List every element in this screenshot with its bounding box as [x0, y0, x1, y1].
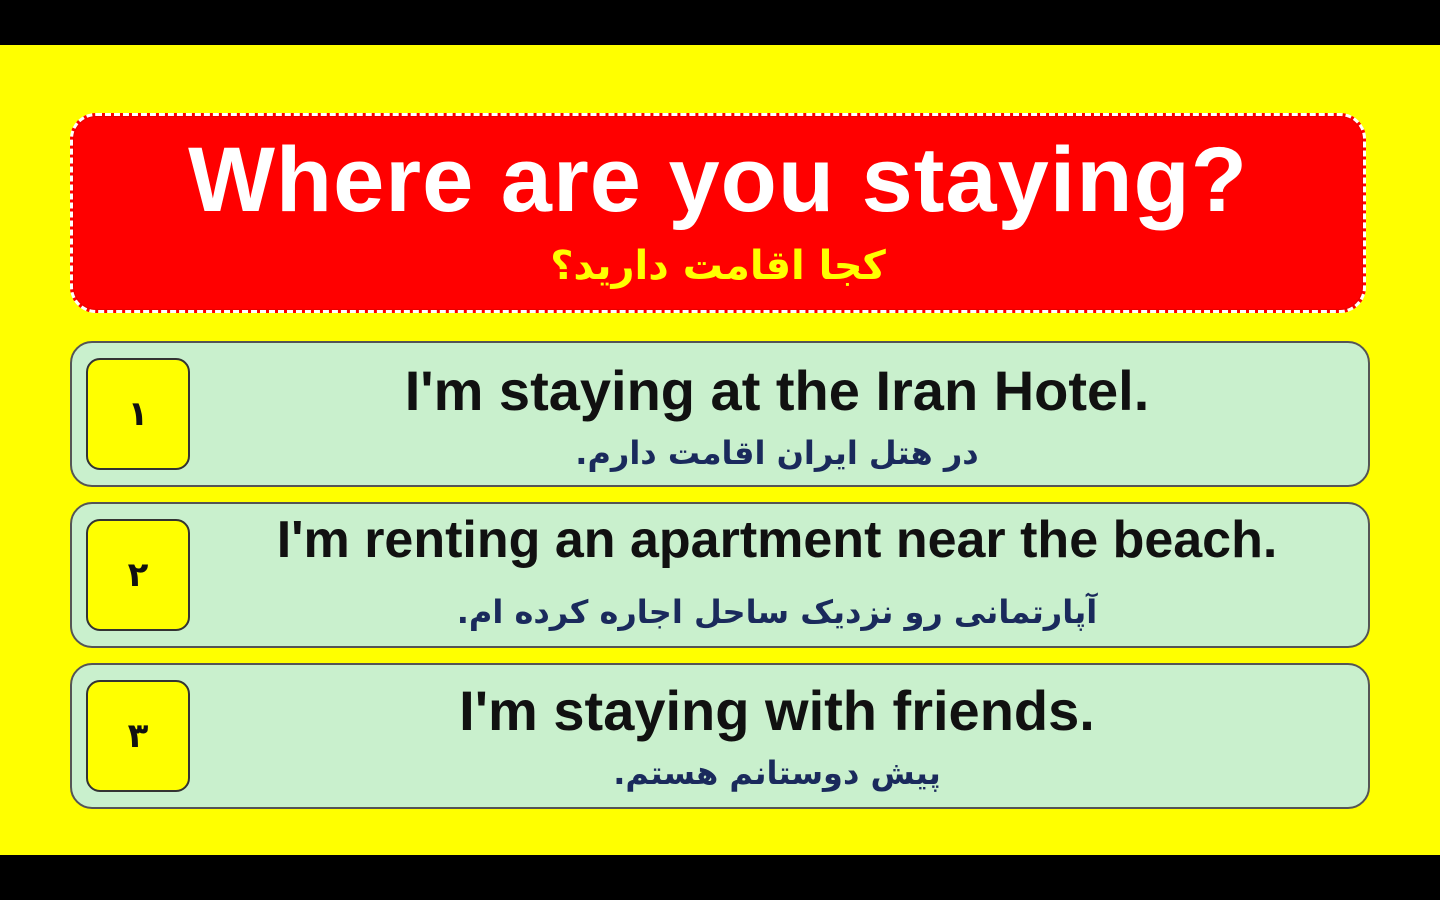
letterbox-bottom	[0, 855, 1440, 900]
title-banner	[70, 113, 1366, 313]
phrase-number-3: ۳	[86, 680, 190, 792]
phrase-number-1: ۱	[86, 358, 190, 470]
slide-canvas	[0, 45, 1440, 855]
letterbox-top	[0, 0, 1440, 45]
title-english: Where are you staying?	[188, 129, 1248, 231]
phrase-english-2: I'm renting an apartment near the beach.	[276, 511, 1278, 569]
title-persian: کجا اقامت دارید؟	[550, 243, 886, 289]
phrase-card-2	[70, 502, 1370, 648]
phrase-persian-1: در هتل ایران اقامت دارم.	[575, 434, 979, 472]
phrase-english-1: I'm staying at the Iran Hotel.	[404, 359, 1150, 422]
phrase-persian-2: آپارتمانی رو نزدیک ساحل اجاره کرده ام.	[456, 593, 1098, 631]
phrase-number-2: ۲	[86, 519, 190, 631]
phrase-english-3: I'm staying with friends.	[459, 679, 1095, 742]
phrase-persian-3: پیش دوستانم هستم.	[613, 754, 941, 792]
phrase-card-1	[70, 341, 1370, 487]
phrase-card-3	[70, 663, 1370, 809]
